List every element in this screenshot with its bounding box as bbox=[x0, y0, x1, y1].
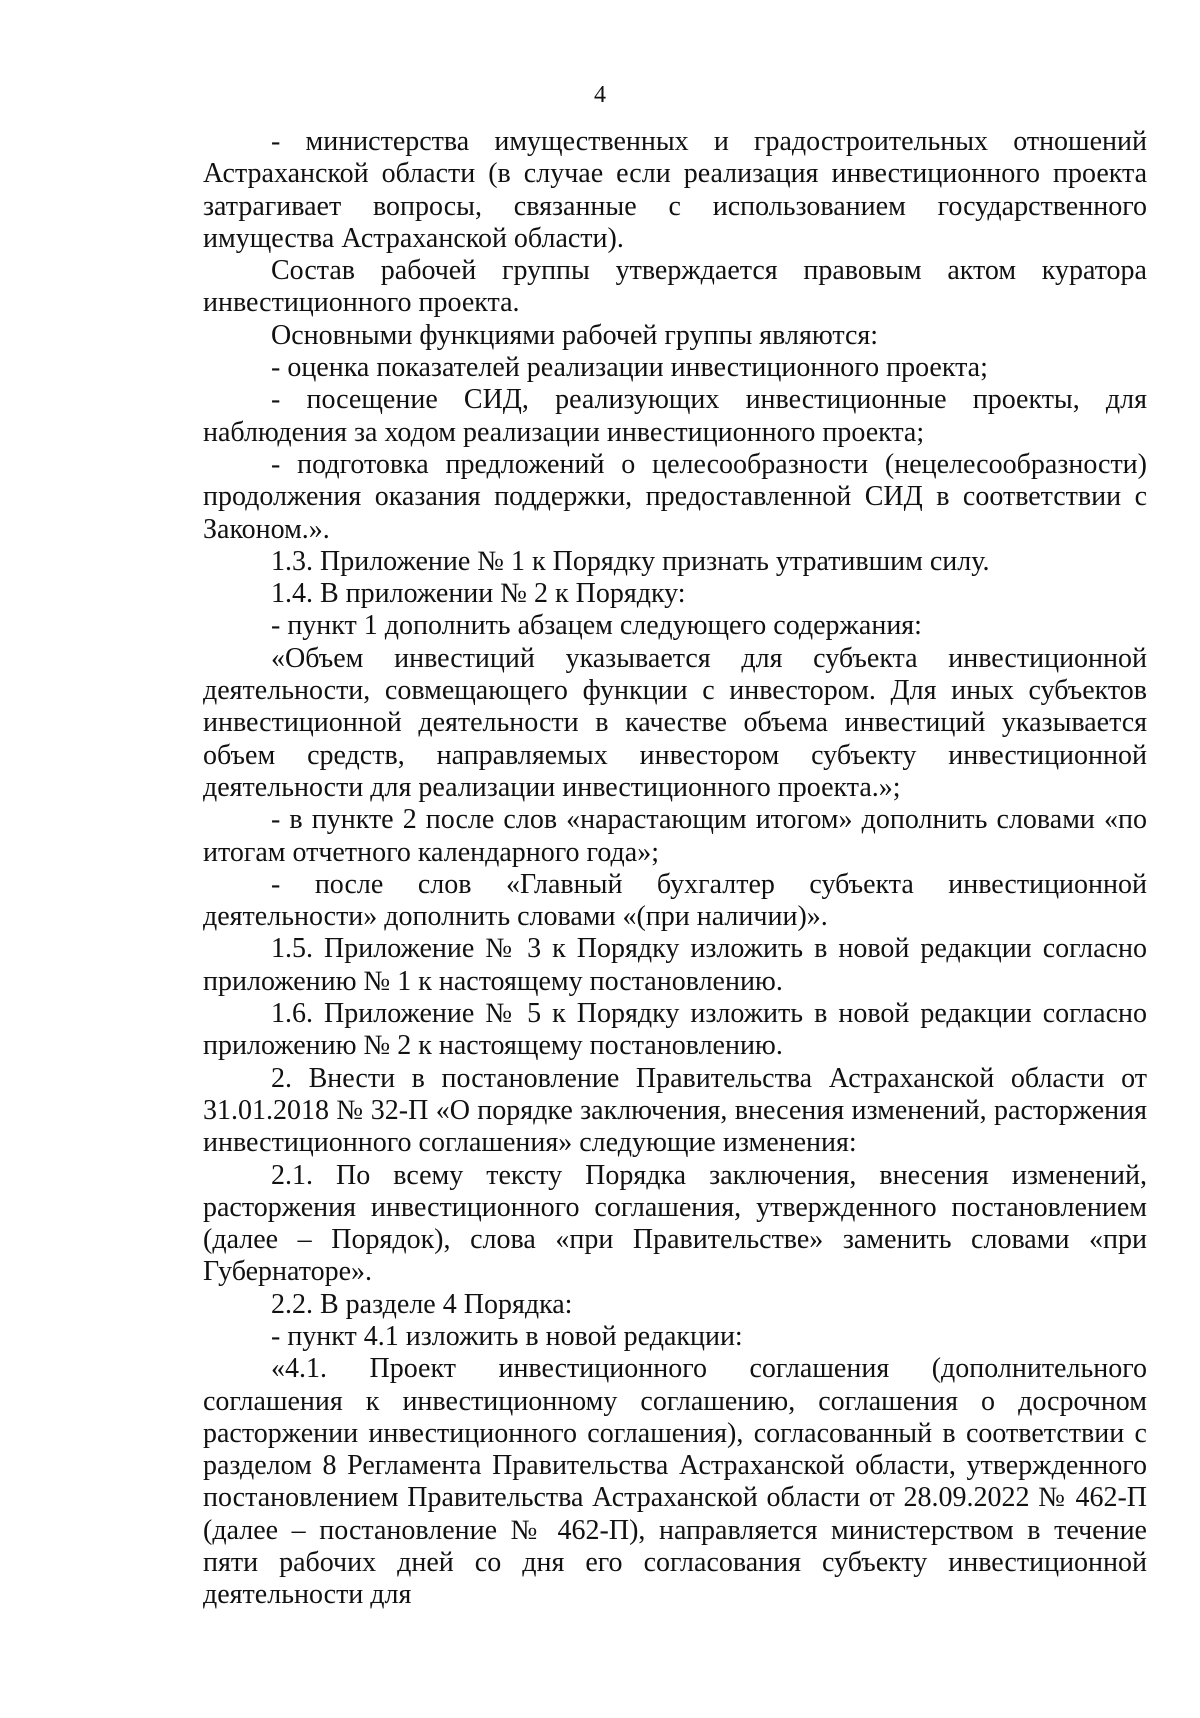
paragraph-investment-volume-quote: «Объем инвестиций указывается для субъекта инвестиционной деятельности, совмещающего функции с инвестором. Для иных субъектов инвестиционной деятельности в качестве объема инвестиций указывается объем средств, направляемых инвестором субъекту инвестиционной деятельности для реализации инвестиционного проекта.»; bbox=[203, 642, 1147, 803]
document-body bbox=[203, 126, 1147, 1612]
paragraph-function-proposals: - подготовка предложений о целесообразности (нецелесообразности) продолжения оказания поддержки, предоставленной СИД в соответствии с Законом.». bbox=[203, 448, 1147, 545]
paragraph-2-2: 2.2. В разделе 4 Порядка: bbox=[271, 1288, 573, 1320]
paragraph-1-3: 1.3. Приложение № 1 к Порядку признать утратившим силу. bbox=[271, 545, 990, 577]
paragraph-1-5: 1.5. Приложение № 3 к Порядку изложить в новой редакции согласно приложению № 1 к настоящему постановлению. bbox=[203, 933, 1147, 997]
paragraph-function-visits: - посещение СИД, реализующих инвестиционные проекты, для наблюдения за ходом реализации инвестиционного проекта; bbox=[203, 384, 1147, 448]
paragraph-1-6: 1.6. Приложение № 5 к Порядку изложить в новой редакции согласно приложению № 2 к настоящему постановлению. bbox=[203, 998, 1147, 1062]
paragraph-2: 2. Внести в постановление Правительства Астраханской области от 31.01.2018 № 32-П «О порядке заключения, внесения изменений, расторжения инвестиционного соглашения» следующие изменения: bbox=[203, 1062, 1147, 1159]
paragraph-working-group-composition: Состав рабочей группы утверждается правовым актом куратора инвестиционного проекта. bbox=[203, 255, 1147, 319]
paragraph-2-1: 2.1. По всему тексту Порядка заключения, внесения изменений, расторжения инвестиционного соглашения, утвержденного постановлением (далее – Порядок), слова «при Правительстве» заменить словами «при Губернаторе». bbox=[203, 1159, 1147, 1288]
page-number: 4 bbox=[594, 82, 606, 108]
paragraph-1-4-item-2: - в пункте 2 после слов «нарастающим итогом» дополнить словами «по итогам отчетного календарного года»; bbox=[203, 804, 1147, 868]
paragraph-1-4-accountant: - после слов «Главный бухгалтер субъекта инвестиционной деятельности» дополнить словами «(при наличии)». bbox=[203, 868, 1147, 933]
paragraph-4-1-quote: «4.1. Проект инвестиционного соглашения (дополнительного соглашения к инвестиционному соглашению, соглашения о досрочном расторжении инвестиционного соглашения), согласованный в соответствии с разделом 8 Регламента Правительства Астраханской области, утвержденного постановлением Правительства Астраханской области от 28.09.2022 № 462-П (далее – постановление № 462-П), направляется министерством в течение пяти рабочих дней со дня его согласования субъекту инвестиционной деятельности для bbox=[203, 1353, 1147, 1611]
paragraph-1-4-item-1: - пункт 1 дополнить абзацем следующего содержания: bbox=[271, 610, 922, 642]
paragraph-function-assessment: - оценка показателей реализации инвестиционного проекта; bbox=[271, 352, 988, 384]
paragraph-2-2-item-4-1: - пункт 4.1 изложить в новой редакции: bbox=[271, 1320, 743, 1352]
paragraph-working-group-functions: Основными функциями рабочей группы являются: bbox=[271, 319, 879, 351]
paragraph-1-4: 1.4. В приложении № 2 к Порядку: bbox=[271, 578, 686, 610]
paragraph-ministry-property: - министерства имущественных и градостроительных отношений Астраханской области (в случае если реализация инвестиционного проекта затрагивает вопросы, связанные с использованием государственного имущества Астраханской области). bbox=[203, 126, 1147, 254]
